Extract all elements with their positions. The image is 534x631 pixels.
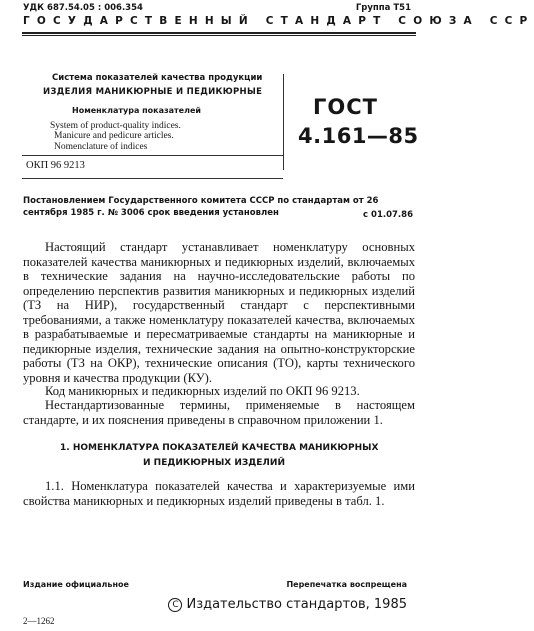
state-standard-banner: ГОСУДАРСТВЕННЫЙ СТАНДАРТ СОЮЗА ССР <box>23 15 534 27</box>
clause-paragraph-text: 1.1. Номенклатура показателей качества и характеризуемые ими свойства маникюрных и педикюрных изделий приведены в табл. 1. <box>23 479 415 508</box>
system-title: Система показателей качества продукции <box>52 73 263 83</box>
english-title-line-3: Nomenclature of indices <box>54 142 148 152</box>
official-edition: Издание официальное <box>23 580 129 589</box>
terms-paragraph-text: Нестандартизованные термины, применяемые в настоящем стандарте, и их пояснения приведены в справочном приложении 1. <box>23 398 415 427</box>
clause-paragraph <box>23 479 415 508</box>
intro-paragraph-text: Настоящий стандарт устанавливает номенклатуру основных показателей качества маникюрных и педикюрных изделий, включаемых в технические задания на научно-исследовательские работы по определению перспектив развития маникюрных и педикюрных изделий (ТЗ на НИР), государственный стандарт с перспективными требованиями, а также номенклатуру показателей качества, включаемых в разрабатываемые и пересматриваемые стандарты на маникюрные и педикюрные изделия, технические задания на опытно-конструкторские работы (ТЗ на ОКР), технические описания (ТО), карты технического уровня и качества продукции (КУ). <box>23 240 415 385</box>
products-title: ИЗДЕЛИЯ МАНИКЮРНЫЕ И ПЕДИКЮРНЫЕ <box>43 87 263 97</box>
order-number: 2—1262 <box>23 616 55 626</box>
okp-paragraph <box>23 384 415 399</box>
top-rule <box>22 32 416 34</box>
title-divider <box>283 74 284 170</box>
english-title-line-1: System of product-quality indices. <box>50 121 181 131</box>
copyright-icon: C <box>168 598 182 612</box>
nomenclature-title: Номенклатура показателей <box>72 106 201 115</box>
gost-number: 4.161—85 <box>298 124 419 148</box>
terms-paragraph <box>23 398 415 427</box>
top-rule-thin <box>22 35 416 36</box>
okp-rule-bottom <box>22 178 283 179</box>
effective-date: с 01.07.86 <box>363 210 413 220</box>
copyright-text: Издательство стандартов, 1985 <box>186 597 407 612</box>
section-heading-line-1: 1. НОМЕНКЛАТУРА ПОКАЗАТЕЛЕЙ КАЧЕСТВА МАНИКЮРНЫХ <box>60 443 379 453</box>
intro-paragraph <box>23 240 415 385</box>
gost-label: ГОСТ <box>313 95 378 119</box>
okp-code: ОКП 96 9213 <box>26 160 85 171</box>
reprint-prohibited: Перепечатка воспрещена <box>286 580 407 589</box>
decree-text: Постановлением Государственного комитета СССР по стандартам от 26 сентября 1985 г. № 3006 срок введения установлен <box>23 196 379 218</box>
copyright-line <box>168 597 407 612</box>
english-title-line-2: Manicure and pedicure articles. <box>54 131 174 141</box>
group-code: Группа Т51 <box>355 3 411 13</box>
okp-rule-top <box>22 155 283 156</box>
udk-code: УДК 687.54.05 : 006.354 <box>23 3 143 13</box>
okp-paragraph-text: Код маникюрных и педикюрных изделий по ОКП 96 9213. <box>45 384 360 398</box>
section-heading-line-2: И ПЕДИКЮРНЫХ ИЗДЕЛИЙ <box>143 458 285 468</box>
